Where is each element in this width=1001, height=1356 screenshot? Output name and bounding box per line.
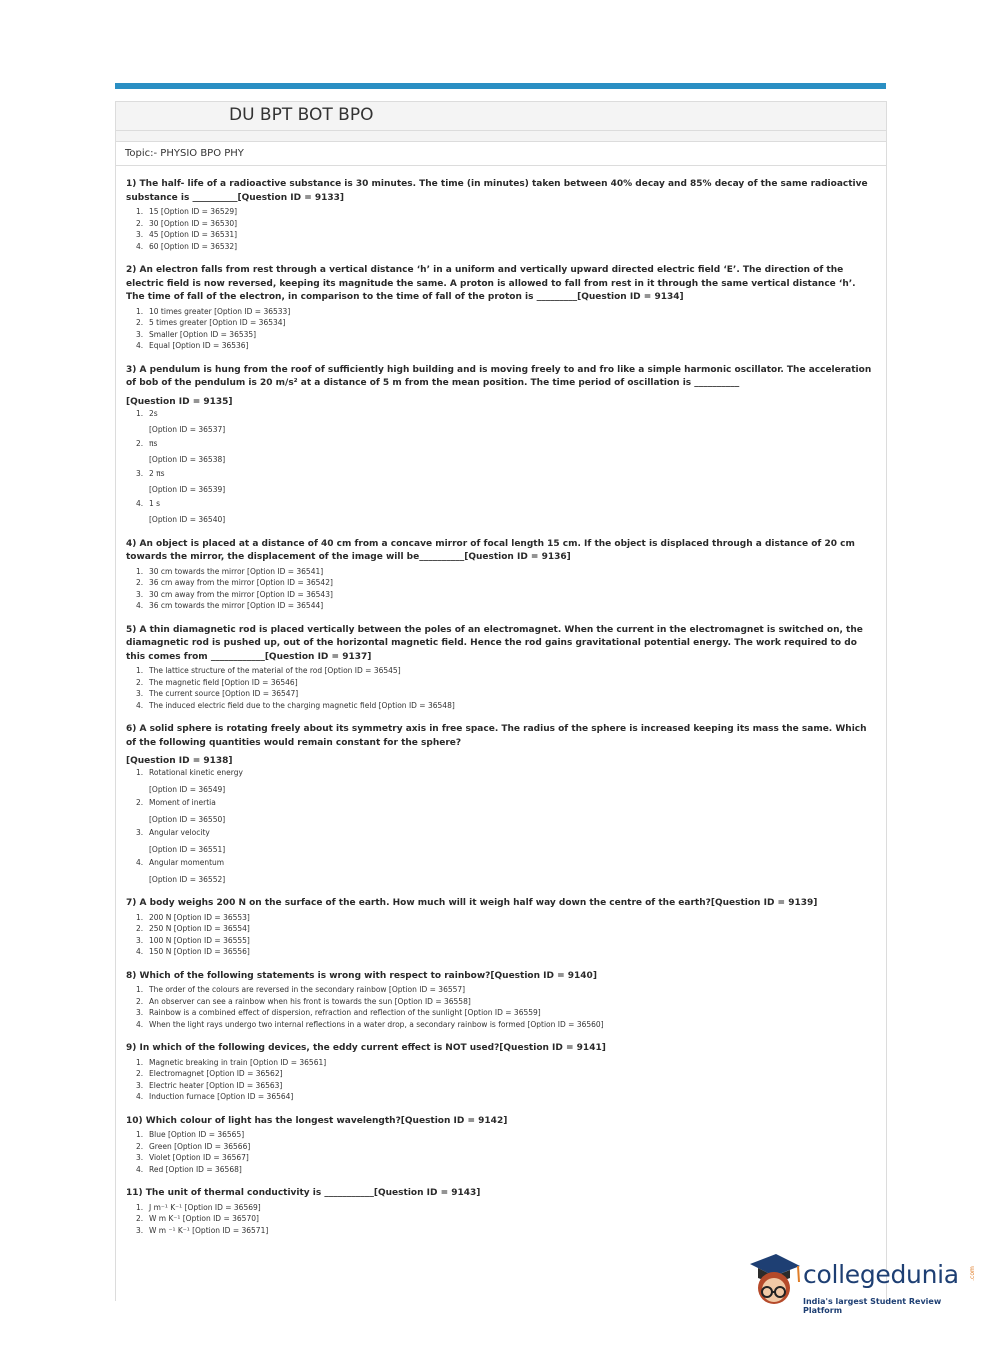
question-number: 5) <box>126 624 137 635</box>
question-item <box>126 364 876 526</box>
option-label: Magnetic breaking in train [Option ID = 36561] <box>149 1057 327 1067</box>
option-label: 45 [Option ID = 36531] <box>149 230 238 239</box>
option-label: Rainbow is a combined effect of dispersion, refraction and reflection of the sunlight [Option ID = 36559] <box>149 1008 541 1017</box>
option-item: 2. An observer can see a rainbow when his front is towards the sun [Option ID = 36558] <box>136 996 471 1006</box>
question-text <box>126 1042 876 1056</box>
option-label: 2s <box>149 408 158 418</box>
option-label: The order of the colours are reversed in the secondary rainbow [Option ID = 36557] <box>149 985 466 994</box>
option-label: Rotational kinetic energy <box>149 768 243 777</box>
question-item <box>126 178 876 252</box>
option-label: Moment of inertia <box>149 798 216 807</box>
logo-suffix: .com <box>968 1266 976 1281</box>
question-item <box>126 1115 876 1176</box>
topic-label: Topic:- PHYSIO BPO PHY <box>116 142 886 166</box>
option-list <box>126 665 876 711</box>
question-number: 1) <box>126 179 137 189</box>
option-id: [Option ID = 36550] <box>149 814 226 824</box>
option-list <box>126 1129 876 1175</box>
option-list <box>126 566 876 612</box>
option-label: 150 N [Option ID = 36556] <box>149 947 250 956</box>
question-stem: Which colour of light has the longest wavelength?[Question ID = 9142] <box>145 1115 508 1126</box>
option-label: J m⁻¹ K⁻¹ [Option ID = 36569] <box>149 1202 261 1212</box>
question-id: [Question ID = 9135] <box>126 396 233 407</box>
question-stem: A thin diamagnetic rod is placed vertically between the poles of an electromagnet. When the current in the electromagnet is switched on, the diamagnetic rod is pushed up, out of the horizontal magnetic field. Hence the rod gains gravitational potential energy. The work required to do this comes from ____________[Question ID = 9137] <box>126 624 863 662</box>
option-item: 3. 100 N [Option ID = 36555] <box>136 935 250 945</box>
question-text <box>126 538 876 565</box>
question-number: 2) <box>126 265 137 275</box>
option-item: 1. 30 cm towards the mirror [Option ID = 36541] <box>136 566 324 576</box>
question-text <box>126 264 876 305</box>
option-item: 4. 36 cm towards the mirror [Option ID = 36544] <box>136 601 324 610</box>
option-list <box>126 767 876 885</box>
question-stem: A body weighs 200 N on the surface of the earth. How much will it weigh half way down the centre of the earth?[Question ID = 9139] <box>139 898 818 908</box>
question-stem: The unit of thermal conductivity is ___________[Question ID = 9143] <box>145 1188 481 1198</box>
question-number: 4) <box>126 538 137 549</box>
question-item <box>126 723 876 885</box>
option-label: 30 [Option ID = 36530] <box>149 218 238 228</box>
option-item: 4. Induction furnace [Option ID = 36564] <box>136 1092 294 1101</box>
question-stem: In which of the following devices, the eddy current effect is NOT used?[Question ID = 9141] <box>139 1043 606 1053</box>
option-item: 2. Green [Option ID = 36566] <box>136 1141 251 1151</box>
option-item: 2. 5 times greater [Option ID = 36534] <box>136 318 286 327</box>
question-number: 10) <box>126 1115 143 1126</box>
option-label: πs <box>149 438 158 448</box>
page-title: DU BPT BOT BPO <box>229 105 374 125</box>
option-label: 36 cm towards the mirror [Option ID = 36544] <box>149 601 324 610</box>
option-label: The current source [Option ID = 36547] <box>149 689 299 698</box>
option-item: 4. Red [Option ID = 36568] <box>136 1164 242 1174</box>
title-spacer <box>116 131 886 142</box>
option-label: 250 N [Option ID = 36554] <box>149 924 250 933</box>
option-id: [Option ID = 36549] <box>149 784 226 794</box>
option-item: 2. 250 N [Option ID = 36554] <box>136 924 250 933</box>
option-item: 1. The lattice structure of the material of the rod [Option ID = 36545] <box>136 666 401 675</box>
header-accent-bar <box>115 83 886 89</box>
question-text <box>126 178 876 205</box>
question-item <box>126 897 876 958</box>
question-id: [Question ID = 9138] <box>126 756 233 766</box>
question-item <box>126 538 876 612</box>
option-list <box>126 1057 876 1103</box>
option-item: 4. The induced electric field due to the charging magnetic field [Option ID = 36548] <box>136 700 455 710</box>
option-label: 15 [Option ID = 36529] <box>149 207 238 216</box>
option-id: [Option ID = 36552] <box>149 874 226 884</box>
option-list <box>126 984 876 1030</box>
option-item: 4. 60 [Option ID = 36532] <box>136 241 238 251</box>
option-list <box>126 306 876 352</box>
option-item: 1. 15 [Option ID = 36529] <box>136 207 238 216</box>
collegedunia-logo <box>742 1250 976 1315</box>
question-item <box>126 970 876 1031</box>
question-text <box>126 364 876 391</box>
option-id: [Option ID = 36537] <box>149 425 226 434</box>
question-stem: Which of the following statements is wrong with respect to rainbow?[Question ID = 9140] <box>139 970 597 981</box>
option-label: The magnetic field [Option ID = 36546] <box>149 677 298 687</box>
option-item: 4. When the light rays undergo two internal reflections in a water drop, a secondary rainbow is formed [Option ID = 36560] <box>136 1019 604 1029</box>
option-list <box>126 408 876 526</box>
option-label: An observer can see a rainbow when his front is towards the sun [Option ID = 36558] <box>149 996 471 1006</box>
option-item: 2. W m K⁻¹ [Option ID = 36570] <box>136 1214 259 1223</box>
option-item: 2. 30 [Option ID = 36530] <box>136 218 238 228</box>
question-item <box>126 1187 876 1236</box>
option-id: [Option ID = 36540] <box>149 515 226 524</box>
question-paper <box>115 101 887 1301</box>
question-item <box>126 1042 876 1103</box>
question-stem: An electron falls from rest through a vertical distance ‘h’ in a uniform and vertically upward directed electric field ‘E’. The direction of the electric field is now reversed, keeping its magnitude the same. A proton is allowed to fall from rest in it through the same vertical distance ‘h’. The time of fall of the electron, in comparison to the time of fall of the proton is _________[Question ID = 9134] <box>126 265 856 302</box>
option-label: Electric heater [Option ID = 36563] <box>149 1080 283 1090</box>
question-number: 11) <box>126 1188 143 1198</box>
option-item: 1. Blue [Option ID = 36565] <box>136 1130 245 1139</box>
question-list <box>116 178 886 1236</box>
option-item: 3. 30 cm away from the mirror [Option ID = 36543] <box>136 589 333 599</box>
option-label: 200 N [Option ID = 36553] <box>149 912 250 922</box>
question-text <box>126 897 876 911</box>
option-label: Electromagnet [Option ID = 36562] <box>149 1069 283 1078</box>
question-text <box>126 1187 876 1201</box>
option-item: 1. J m⁻¹ K⁻¹ [Option ID = 36569] <box>136 1202 261 1212</box>
question-item <box>126 624 876 712</box>
question-stem: A solid sphere is rotating freely about its symmetry axis in free space. The radius of the sphere is increased keeping its mass the same. Which of the following quantities would remain constant for the sphere? <box>126 724 867 748</box>
option-item: 3. Smaller [Option ID = 36535] <box>136 329 257 339</box>
option-item: 1. The order of the colours are reversed in the secondary rainbow [Option ID = 36557] <box>136 985 466 994</box>
option-item: 4. Angular momentum [Option ID = 36552] <box>136 857 876 885</box>
question-number: 3) <box>126 364 137 375</box>
option-item: 2. The magnetic field [Option ID = 36546] <box>136 677 298 687</box>
option-label: W m ⁻¹ K⁻¹ [Option ID = 36571] <box>149 1225 269 1235</box>
option-list <box>126 206 876 252</box>
question-text <box>126 970 876 984</box>
option-label: The lattice structure of the material of the rod [Option ID = 36545] <box>149 666 401 675</box>
question-number: 8) <box>126 970 137 981</box>
option-label: 100 N [Option ID = 36555] <box>149 935 250 945</box>
option-label: Induction furnace [Option ID = 36564] <box>149 1092 294 1101</box>
option-label: 5 times greater [Option ID = 36534] <box>149 318 286 327</box>
option-item: 1. 200 N [Option ID = 36553] <box>136 912 250 922</box>
option-label: 1 s <box>149 498 161 508</box>
option-item: 1. 2s [Option ID = 36537] <box>136 408 876 436</box>
title-bar <box>116 101 886 131</box>
logo-tagline: India's largest Student Review Platform <box>803 1297 942 1315</box>
graduate-mascot-icon <box>742 1250 802 1310</box>
option-list <box>126 912 876 958</box>
option-label: Smaller [Option ID = 36535] <box>149 329 257 339</box>
option-label: 30 cm towards the mirror [Option ID = 36541] <box>149 566 324 576</box>
option-item: 3. Angular velocity [Option ID = 36551] <box>136 827 876 855</box>
option-item: 3. The current source [Option ID = 36547] <box>136 689 299 698</box>
question-item <box>126 264 876 352</box>
option-item: 2. πs [Option ID = 36538] <box>136 438 876 466</box>
option-item: 2. Moment of inertia [Option ID = 36550] <box>136 797 876 825</box>
option-id: [Option ID = 36539] <box>149 485 226 494</box>
question-text <box>126 624 876 665</box>
logo-wordmark: collegedunia <box>803 1260 959 1289</box>
option-label: Angular momentum <box>149 858 225 867</box>
option-id: [Option ID = 36538] <box>149 455 226 464</box>
option-item: 1. 10 times greater [Option ID = 36533] <box>136 306 291 316</box>
option-id: [Option ID = 36551] <box>149 844 226 854</box>
option-label: Blue [Option ID = 36565] <box>149 1130 245 1139</box>
option-item: 3. Rainbow is a combined effect of dispersion, refraction and reflection of the sunlight [Option ID = 36559] <box>136 1008 541 1017</box>
option-label: 60 [Option ID = 36532] <box>149 241 238 251</box>
question-number: 6) <box>126 724 137 734</box>
option-item: 3. W m ⁻¹ K⁻¹ [Option ID = 36571] <box>136 1225 269 1235</box>
option-item: 3. 45 [Option ID = 36531] <box>136 230 238 239</box>
option-item: 4. 150 N [Option ID = 36556] <box>136 947 250 956</box>
option-item: 3. Electric heater [Option ID = 36563] <box>136 1080 283 1090</box>
option-item: 2. Electromagnet [Option ID = 36562] <box>136 1069 283 1078</box>
option-item: 1. Rotational kinetic energy [Option ID = 36549] <box>136 767 876 795</box>
option-label: When the light rays undergo two internal reflections in a water drop, a secondary rainbow is formed [Option ID = 36560] <box>149 1019 604 1029</box>
option-item: 4. 1 s [Option ID = 36540] <box>136 498 876 526</box>
option-label: 2 πs <box>149 468 165 478</box>
option-item: 2. 36 cm away from the mirror [Option ID = 36542] <box>136 578 333 587</box>
option-label: 10 times greater [Option ID = 36533] <box>149 306 291 316</box>
question-number: 9) <box>126 1043 137 1053</box>
option-label: Angular velocity <box>149 828 210 837</box>
option-label: W m K⁻¹ [Option ID = 36570] <box>149 1214 259 1223</box>
question-stem: The half- life of a radioactive substance is 30 minutes. The time (in minutes) taken between 40% decay and 85% decay of the same radioactive substance is __________[Question ID = 9133] <box>126 179 868 203</box>
option-label: The induced electric field due to the charging magnetic field [Option ID = 36548] <box>149 700 455 710</box>
option-label: Violet [Option ID = 36567] <box>149 1153 249 1162</box>
option-label: 30 cm away from the mirror [Option ID = 36543] <box>149 589 333 599</box>
option-item: 3. Violet [Option ID = 36567] <box>136 1153 249 1162</box>
question-text <box>126 723 876 750</box>
option-label: Equal [Option ID = 36536] <box>149 341 249 350</box>
option-label: Green [Option ID = 36566] <box>149 1141 251 1151</box>
question-stem: An object is placed at a distance of 40 cm from a concave mirror of focal length 15 cm. If the object is displaced through a distance of 20 cm towards the mirror, the displacement of the image will be__________[Question ID = 9136] <box>126 538 855 562</box>
question-stem: A pendulum is hung from the roof of sufficiently high building and is moving freely to and fro like a simple harmonic oscillator. The acceleration of bob of the pendulum is 20 m/s² at a distance of 5 m from the mean position. The time period of oscillation is __________ <box>126 364 872 388</box>
option-item: 4. Equal [Option ID = 36536] <box>136 341 249 350</box>
question-text <box>126 1115 876 1129</box>
option-label: 36 cm away from the mirror [Option ID = 36542] <box>149 578 333 587</box>
option-label: Red [Option ID = 36568] <box>149 1164 242 1174</box>
option-item: 1. Magnetic breaking in train [Option ID = 36561] <box>136 1057 327 1067</box>
option-item: 3. 2 πs [Option ID = 36539] <box>136 468 876 496</box>
question-number: 7) <box>126 898 137 908</box>
option-list <box>126 1202 876 1237</box>
